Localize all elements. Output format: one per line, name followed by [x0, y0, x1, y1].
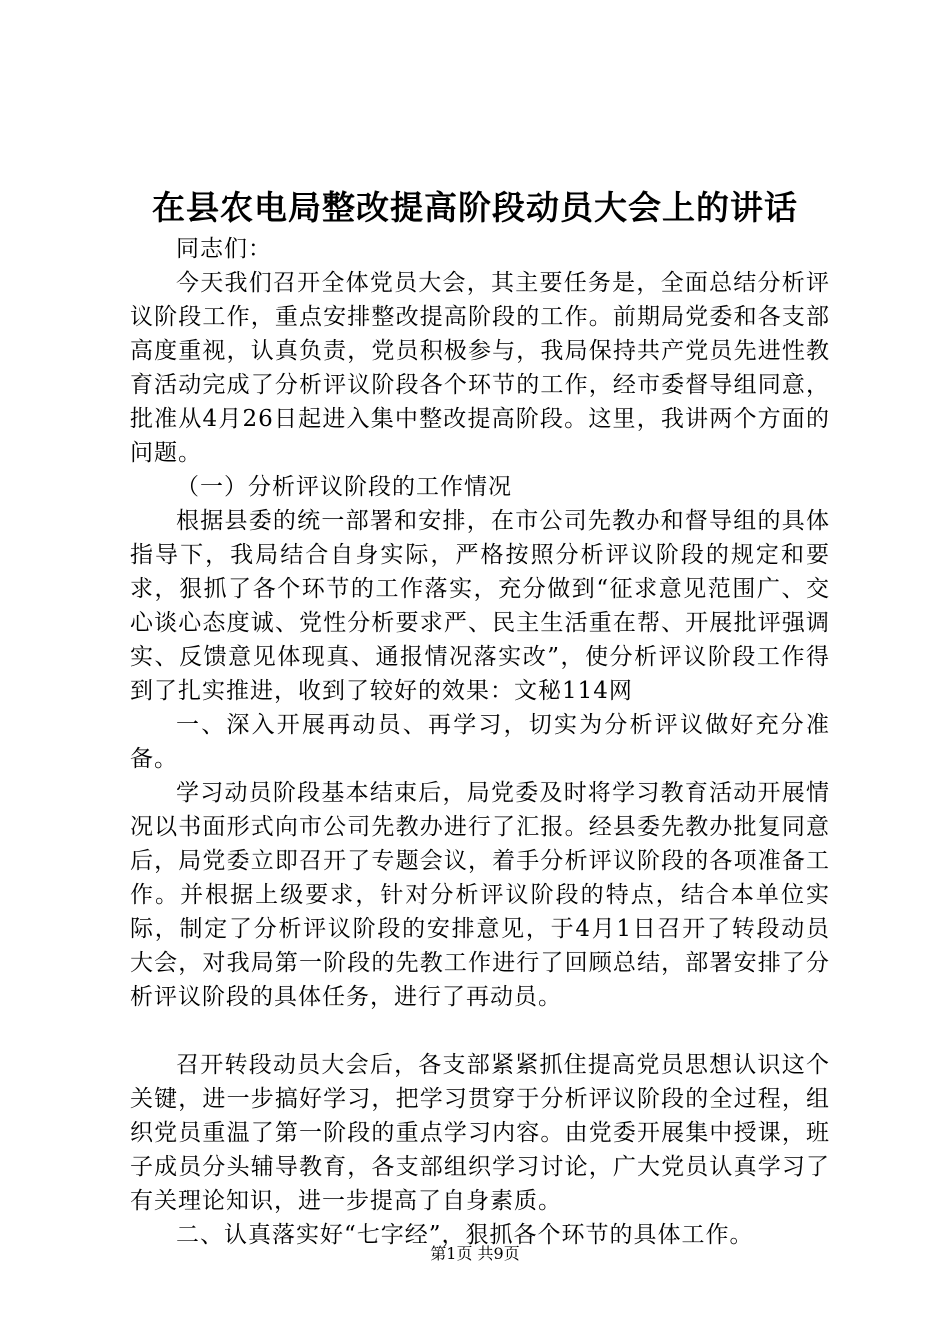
paragraph: 学习动员阶段基本结束后，局党委及时将学习教育活动开展情况以书面形式向市公司先教办进行了汇报。经县委先教办批复同意后，局党委立即召开了专题会议，着手分析评议阶段的各项准备工作。并根据上级要求，针对分析评议阶段的特点，结合本单位实际，制定了分析评议阶段的安排意见，于4月1日召开了转段动员大会，对我局第一阶段的先教工作进行了回顾总结，部署安排了分析评议阶段的具体任务，进行了再动员。: [130, 780, 830, 1010]
subsection-heading: 二、认真落实好“七字经”，狠抓各个环节的具体工作。: [176, 1222, 754, 1248]
section-heading: （一）分析评议阶段的工作情况: [176, 474, 512, 500]
paragraph: 根据县委的统一部署和安排，在市公司先教办和督导组的具体指导下，我局结合自身实际，严格按照分析评议阶段的规定和要求，狠抓了各个环节的工作落实，充分做到“征求意见范围广、交心谈心态度诚、党性分析要求严、民主生活重在帮、开展批评强调实、反馈意见体现真、通报情况落实改”，使分析评议阶段工作得到了扎实推进，收到了较好的效果：文秘114网: [130, 508, 830, 704]
subsection-heading: 一、深入开展再动员、再学习，切实为分析评议做好充分准备。: [130, 712, 830, 772]
page-footer: 第1页 共9页: [430, 1244, 520, 1263]
document-body: [130, 232, 830, 1252]
salutation: 同志们：: [176, 236, 272, 262]
paragraph: 召开转段动员大会后，各支部紧紧抓住提高党员思想认识这个关键，进一步搞好学习，把学习贯穿于分析评议阶段的全过程，组织党员重温了第一阶段的重点学习内容。由党委开展集中授课，班子成员分头辅导教育，各支部组织学习讨论，广大党员认真学习了有关理论知识，进一步提高了自身素质。: [130, 1052, 830, 1214]
document-title: 在县农电局整改提高阶段动员大会上的讲话: [152, 188, 798, 227]
paragraph: 今天我们召开全体党员大会，其主要任务是，全面总结分析评议阶段工作，重点安排整改提高阶段的工作。前期局党委和各支部高度重视，认真负责，党员积极参与，我局保持共产党员先进性教育活动完成了分析评议阶段各个环节的工作，经市委督导组同意，批准从4月26日起进入集中整改提高阶段。这里，我讲两个方面的问题。: [130, 270, 830, 466]
